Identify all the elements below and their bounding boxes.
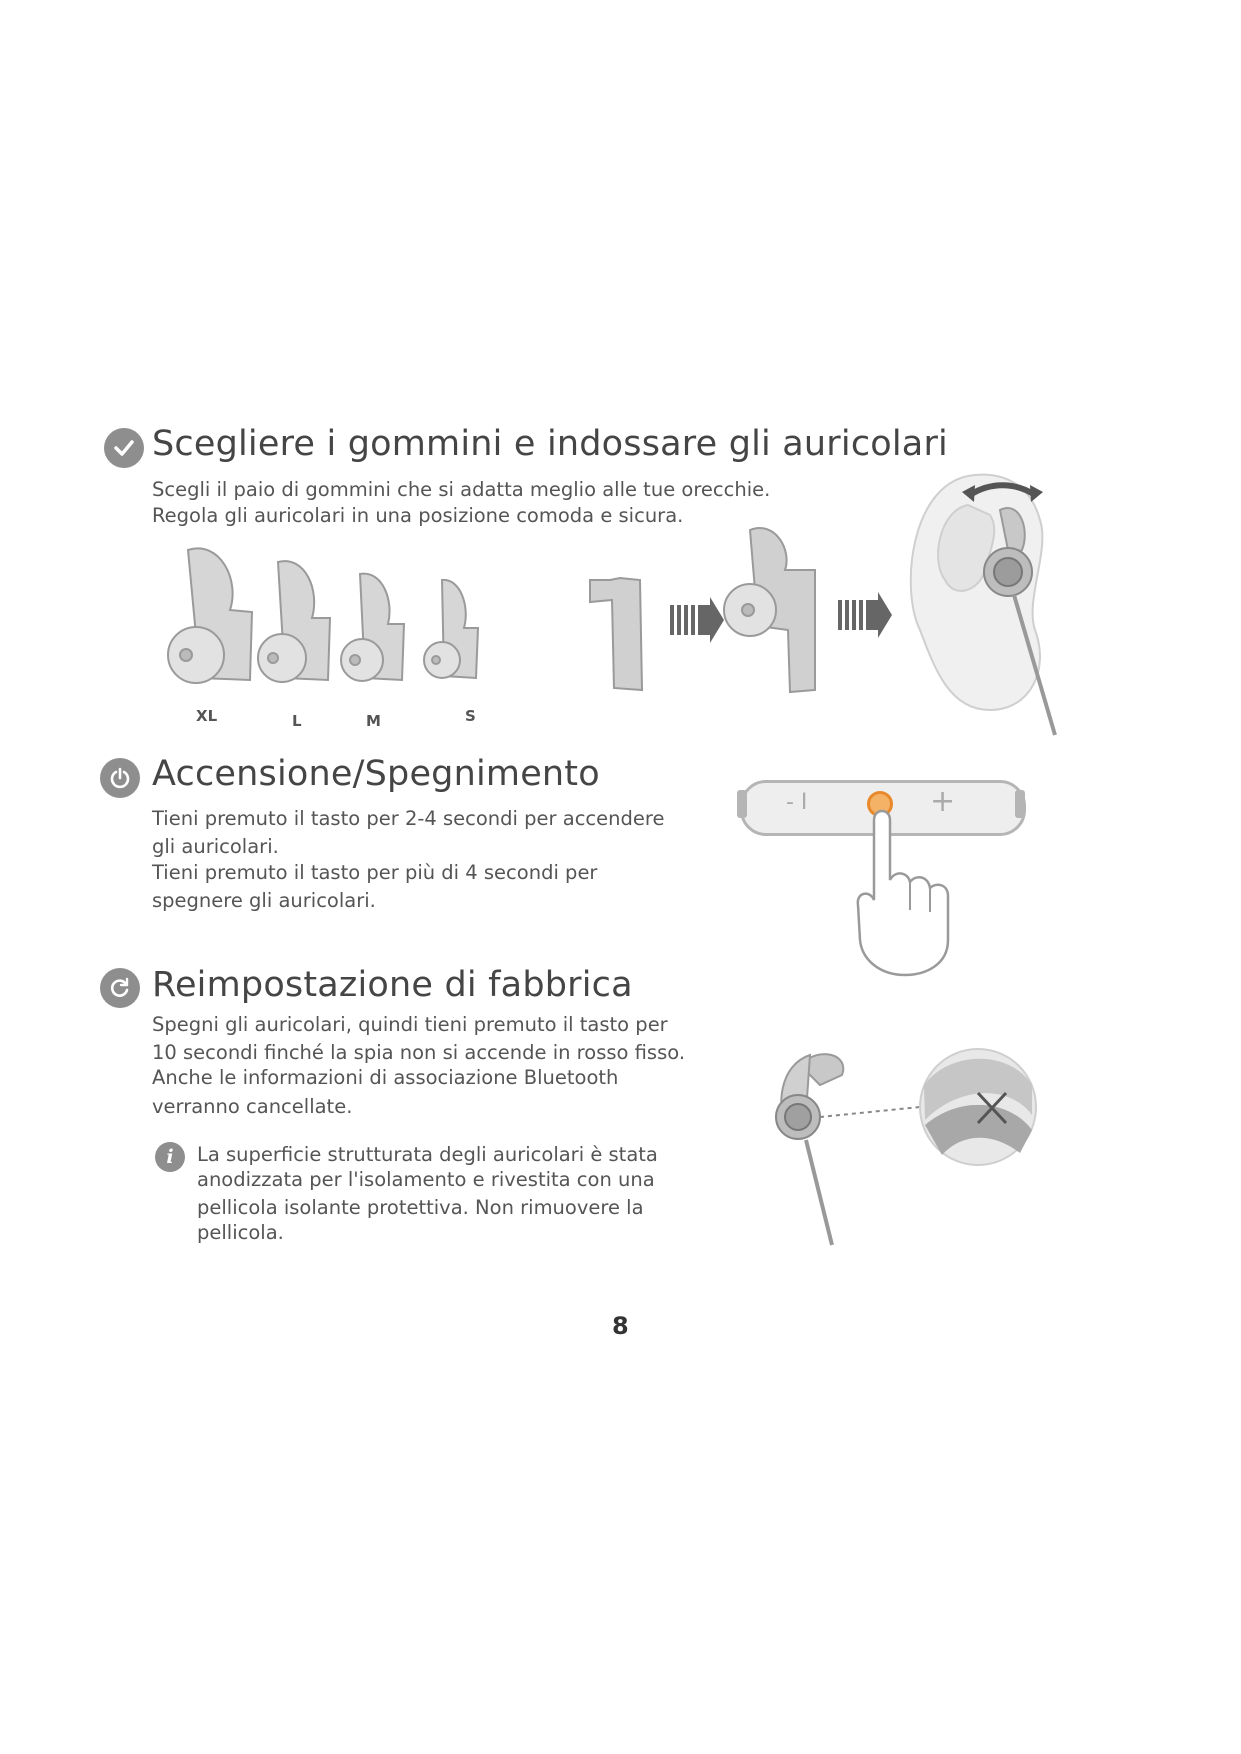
page-number: 8 [612, 1312, 629, 1340]
remote-minus-label: - I [786, 790, 808, 815]
check-icon [104, 428, 144, 468]
section-title-power: Accensione/Spegnimento [152, 754, 600, 794]
size-label-m: M [366, 712, 381, 730]
section-text-reset-line1: Spegni gli auricolari, quindi tieni premuto il tasto per [152, 1013, 668, 1036]
remote-cable-right [1015, 790, 1025, 818]
reset-icon [100, 968, 140, 1008]
finger-press-icon [850, 800, 960, 980]
note-line4: pellicola. [197, 1221, 284, 1244]
note-line3: pellicola isolante protettiva. Non rimuovere la [197, 1196, 644, 1219]
section-text-power-line1: Tieni premuto il tasto per 2-4 secondi per accendere [152, 807, 665, 830]
eartips-illustration [160, 540, 520, 710]
size-label-s: S [465, 707, 476, 725]
section-text-power-line3: Tieni premuto il tasto per più di 4 secondi per [152, 861, 598, 884]
size-label-l: L [292, 712, 302, 730]
note-line2: anodizzata per l'isolamento e rivestita con una [197, 1168, 655, 1191]
section-text-reset-line3: Anche le informazioni di associazione Bluetooth [152, 1066, 619, 1089]
info-icon: i [155, 1142, 185, 1172]
remote-plus-label: + [930, 784, 956, 819]
note-line1: La superficie strutturata degli auricolari è stata [197, 1143, 658, 1166]
earbud-wearing-illustration [570, 470, 1210, 750]
section-text-eartips-line2: Regola gli auricolari in una posizione comoda e sicura. [152, 504, 684, 527]
protective-film-illustration [760, 1045, 1060, 1255]
section-text-reset-line4: verranno cancellate. [152, 1095, 353, 1118]
section-title-reset: Reimpostazione di fabbrica [152, 965, 633, 1005]
section-text-power-line4: spegnere gli auricolari. [152, 889, 376, 912]
section-text-eartips-line1: Scegli il paio di gommini che si adatta meglio alle tue orecchie. [152, 478, 771, 501]
remote-cable-left [737, 790, 747, 818]
section-text-reset-line2: 10 secondi finché la spia non si accende in rosso fisso. [152, 1041, 686, 1064]
section-title-eartips: Scegliere i gommini e indossare gli auricolari [152, 424, 948, 464]
section-text-power-line2: gli auricolari. [152, 835, 279, 858]
power-icon [100, 758, 140, 798]
size-label-xl: XL [196, 707, 218, 725]
